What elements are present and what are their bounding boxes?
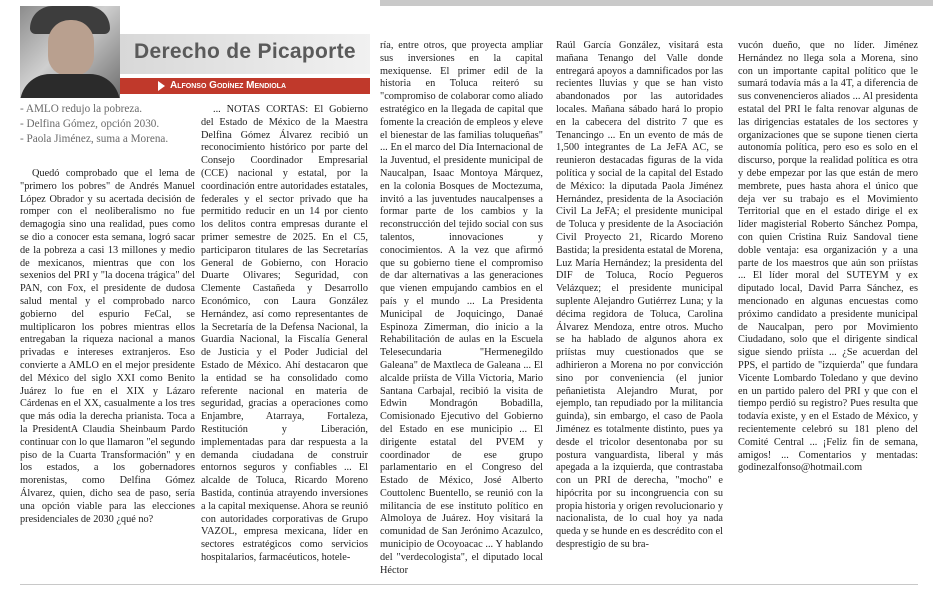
text-column-1	[20, 168, 195, 526]
arrow-icon	[158, 81, 165, 91]
column-title: Derecho de Picaporte	[134, 40, 356, 63]
text-column-3	[380, 40, 543, 577]
text-column-2	[201, 104, 368, 565]
author-photo-face	[48, 20, 94, 76]
summary-list	[20, 102, 195, 147]
text-column-5	[738, 40, 918, 475]
paragraph: Quedó comprobado que el lema de "primero los pobres" de Andrés Manuel López Obrador y su acertada decisión de romper con el neoliberalismo no fue demagogia sino una realidad, pues como se dio a conocer esta semana, logró sacar de la pobreza a casi 13 millones y medio de mexicanos, mientras que con los sexenios del PRI y "la docena trágica" del PAN, con Fox, el presidente de dudosa salud mental y el comprobado narco gobierno del espurio FeCal, se multiplicaron los pobres mientras ellos entregaban la riqueza nacional a manos privadas e intereses extranjeros. Eso convierte a AMLO en el mejor presidente del México del siglo XXI como Benito Juárez lo fue en el XIX y Lázaro Cárdenas en el XX, casualmente a los tres que más odia la derecha prianista. Toca a la PresidentA Claudia Sheinbaum Pardo continuar con lo que llamaron "el segundo piso de la Cuarta Transformación" y en los estados, a los gobernadores morenistas, como Delfina Gómez Álvarez, quien, dicho sea de paso, sería una opción viable para las elecciones presidenciales de 2030 ¿qué no?	[20, 168, 195, 525]
author-name: Alfonso Godínez Mendiola	[170, 80, 286, 91]
text-column-4	[556, 40, 723, 552]
summary-item: - Delfina Gómez, opción 2030.	[20, 118, 160, 130]
paragraph: vucón dueño, que no líder. Jiménez Hernández no llega sola a Morena, sino con un importante capital político que le sumará todavía más a la 4T, a diferencia de sus convenencieros aliados ... Al presidenta estatal del PRI le falta renovar algunas de las dirigencias estatales de los sectores y organizaciones que se supone tienen cierta autonomía política, pero eso es solo en el discurso, porque la realidad política es otra y debe empezar por las que están de mero membrete, pues hasta ahora el único que deja ver su trabajo es el Movimiento Territorial que en el estado dirige el ex líder magisterial Roberto Sánchez Pompa, con quien Cristina Ruiz Sandoval tiene doble ventaja: esa organización y a una parte de los maestros que aún son priístas ... El líder moral del SUTEYM y ex diputado local, David Parra Sánchez, es mencionado en algunas encuestas como próximo candidato a presidente municipal de Naucalpan, pero por Movimiento Ciudadano, solo que el dirigente sindical sigue siendo priísta ... ¿Se acuerdan del PPS, el partido de "izquierda" que fundara Vicente Lombardo Toledano y que devino en un partido palero del PRI y que con el tiempo perdió su registro? Pues resulta que todavía existe, y en el Estado de México, y recientemente celebró su 181 pleno del Comité Central ... ¡Feliz fin de semana, amigos! ... Comentarios y mentadas: godinezalfonso@hotmail.com	[738, 40, 918, 474]
bottom-rule	[20, 584, 918, 585]
paragraph: ría, entre otros, que proyecta ampliar sus inversiones en la capital mexiquense. El primer edil de la historia en Toluca reiteró su "compromiso de colaborar como aliado estratégico en la llegada de capital que fomente la creación de empleos y eleve el bienestar de las familias toluqueñas" ... En el marco del Día Internacional de la Juventud, el presidente municipal de Naucalpan, Isaac Montoya Márquez, en la colonia Bosques de Moctezuma, invitó a las juventudes naucalpenses a formar parte de los cambios y la reconstrucción del tejido social con sus talentos, innovaciones y conocimientos. A la vez que afirmó que su gobierno tiene el compromiso de dar alternativas a las generaciones que vienen empujando cambios en el país y el mundo ... La Presidenta Municipal de Joquicingo, Danaé Espinoza Zimerman, dio inicio a la Rehabilitación de aulas en la Escuela Telesecundaria "Hermenegildo Galeana" de Maxtleca de Galeana ... El alcalde priísta de Villa Victoria, Mario Santana Carbajal, recibió la visita de Edwin Mondragón Bobadilla, Comisionado Ejecutivo del Gobierno del Estado en ese municipio ... El dirigente estatal del PVEM y coordinador de ese grupo parlamentario en el Congreso del Estado de México, José Alberto Couttolenc Buentello, se reunió con la militancia de ese instituto político en Almoloya de Juárez. Hoy visitará la comunidad de San Jerónimo Acazulco, municipio de Ocoyoacac ... Y hablando del "verdecologista", el diputado local Héctor	[380, 40, 543, 576]
summary-item: - AMLO redujo la pobreza.	[20, 103, 143, 115]
paragraph: ... NOTAS CORTAS: El Gobierno del Estado de México de la Maestra Delfina Gómez Álvarez recibió un reconocimiento histórico por parte del Consejo Coordinador Empresarial (CCE) nacional y estatal, por la coordinación entre autoridades estatales, federales y el sector privado que ha permitido reducir en un 14 por ciento los delitos contra empresas durante el primer semestre de 2025. En el C5, participaron titulares de las Secretarías General de Gobierno, con Horacio Duarte Olivares; Seguridad, con Clemente Castañeda y Desarrollo Económico, con Laura González Hernández, así como representantes de la Secretaría de la Defensa Nacional, la Guardia Nacional, la Fiscalía General de Justicia y el Poder Judicial del Estado de México. Ahí destacaron que la entidad se ha consolidado como referente nacional en materia de seguridad, gracias a operaciones como Enjambre, Atarraya, Fortaleza, Restitución y Liberación, implementadas para dar respuesta a la demanda ciudadana de construir entornos seguros y confiables ... El alcalde de Toluca, Ricardo Moreno Bastida, continúa atrayendo inversiones a la capital mexiquense. Ahora se reunió con autoridades corporativas de Grupo VAZOL, empresa mexicana, líder en sectores estratégicos como servicios hospitalarios, farmacéuticos, hotele-	[201, 104, 368, 563]
top-decorative-bar	[380, 0, 933, 6]
summary-item: - Paola Jiménez, suma a Morena.	[20, 133, 169, 145]
paragraph: Raúl García González, visitará esta mañana Tenango del Valle donde entregará apoyos a damnificados por las recientes lluvias y que se han visto abandonados por las autoridades locales. Mañana sábado hará lo propio en la cabecera del distrito 7 que es Tenancingo ... En un evento de más de 1,500 integrantes de La JeFA AC, se reunieron destacadas figuras de la vida política y social de la capital del Estado de México: la diputada Paola Jiménez Hernández, presidenta de la Asociación Civil La JeFA; el presidente municipal de Toluca y presidente de la Asociación Civil Proyecto 21, Ricardo Moreno Bastida; la presidenta estatal de Morena, Luz María Hernández; la presidenta del DIF de Toluca, Rocío Pegueros Velázquez; el presidente municipal suplente Alejandro Gutiérrez Luna; y la décima regidora de Toluca, Carolina Álvarez Mendoza, entre otros. Mucho se ha hablado de algunos ahora ex priístas muy cuestionados que se adhirieron a Morena no por convicción sino por conveniencia (el junior peñanietista Alejandro Murat, por ejemplo, tan repudiado por la militancia guinda), sin embargo, el caso de Paola Jiménez es totalmente distinto, pues ya desde el tricolor desentonaba por su postura vanguardista, liberal y más apegada a la izquierda, que contrastaba con un PRI de derecha, "mocho" e hipócrita por su incongruencia con su propia historia y origen revolucionario y nacionalista, de lo cual hoy ya nada queda y se hunde en es descrédito con el desprestigio de su bra-	[556, 40, 723, 551]
author-photo-body	[20, 74, 120, 98]
author-photo	[20, 6, 120, 98]
